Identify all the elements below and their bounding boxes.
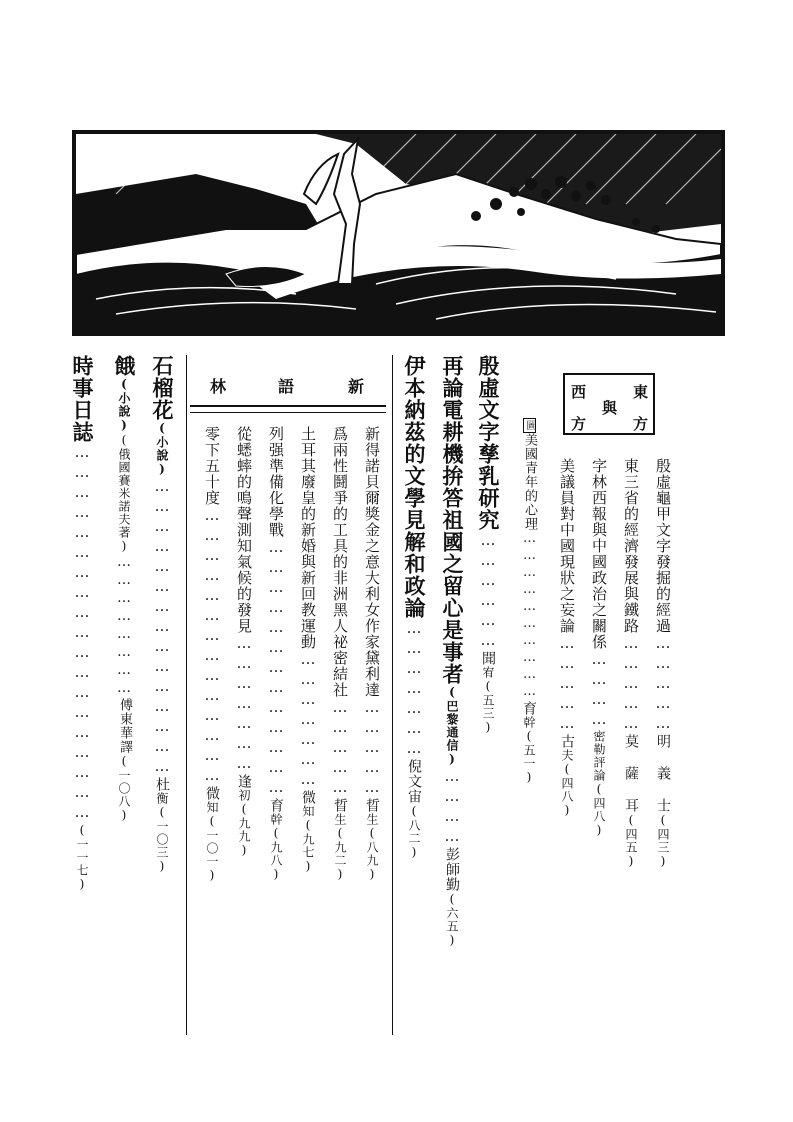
- section-header-char-3: 林: [210, 377, 227, 396]
- with-char: 與: [602, 399, 618, 417]
- toc-entry: 零下五十度……………………………………微知(一〇一): [203, 426, 221, 883]
- west-char: 西: [571, 383, 587, 401]
- toc-entry: 殷虛龜甲文字發掘的經過……………明 義 士(四三): [654, 458, 672, 869]
- toc-entry: 新得諾貝爾獎金之意大利女作家黛利達……………晢生(八九): [363, 426, 381, 882]
- east-char: 東: [633, 383, 649, 401]
- toc-entry: 東三省的經濟發展與鐵路……………莫 薩 耳(四五): [622, 458, 640, 869]
- toc-entry: 字林西報與中國政治之關係…………密勒評論(四八): [590, 458, 608, 838]
- direction-char-2: 方: [571, 415, 587, 433]
- toc-entry: 圖美國青年的心理…………………………育幹(五一): [521, 420, 537, 785]
- toc-entry: 伊本納茲的文學見解和政論…………………倪文宙(八二): [402, 355, 427, 860]
- landscape-illustration: [76, 134, 721, 332]
- toc-entry: 美議員對中國現狀之妄論……………古夫(四八): [558, 458, 576, 818]
- toc-entry: 爲兩性鬪爭的工具的非洲黑人祕密結社……………晢生(九二): [331, 426, 349, 882]
- toc-entry: 時事日誌…………………………………………………(一一七): [70, 355, 95, 892]
- section-rule-top: [190, 405, 386, 407]
- direction-char: 方: [633, 415, 649, 433]
- toc-entry: 再論電耕機拚答祖國之留心是事者(巴黎通信)…………彭師勤(六五): [440, 355, 465, 948]
- section-rule-bottom: [190, 412, 386, 413]
- toc-entry: 列强準備化學戰…………………………………育幹(九八): [267, 426, 285, 882]
- section-header-char-2: 語: [278, 377, 295, 396]
- east-west-section-box: [563, 373, 655, 435]
- toc-entry: 殷虛文字孳乳研究………………聞宥(五三): [476, 355, 501, 735]
- section-header-char-1: 新: [348, 377, 365, 396]
- column-divider: [186, 355, 187, 1035]
- toc-entry: 從蟋蟀的鳴聲測知氣候的發見…………………逢初(九九): [235, 426, 253, 858]
- column-divider: [392, 355, 393, 1035]
- header-illustration: [72, 130, 725, 336]
- toc-entry: 餓(小說)(俄國賽米諾夫著)……………………傅東華譯(一〇八): [112, 355, 137, 823]
- toc-entry: 石榴花(小說)………………………………………杜衡(一〇三): [150, 355, 175, 874]
- toc-entry: 土耳其廢皇的新婚與新回教運動…………………微知(九七): [299, 426, 317, 874]
